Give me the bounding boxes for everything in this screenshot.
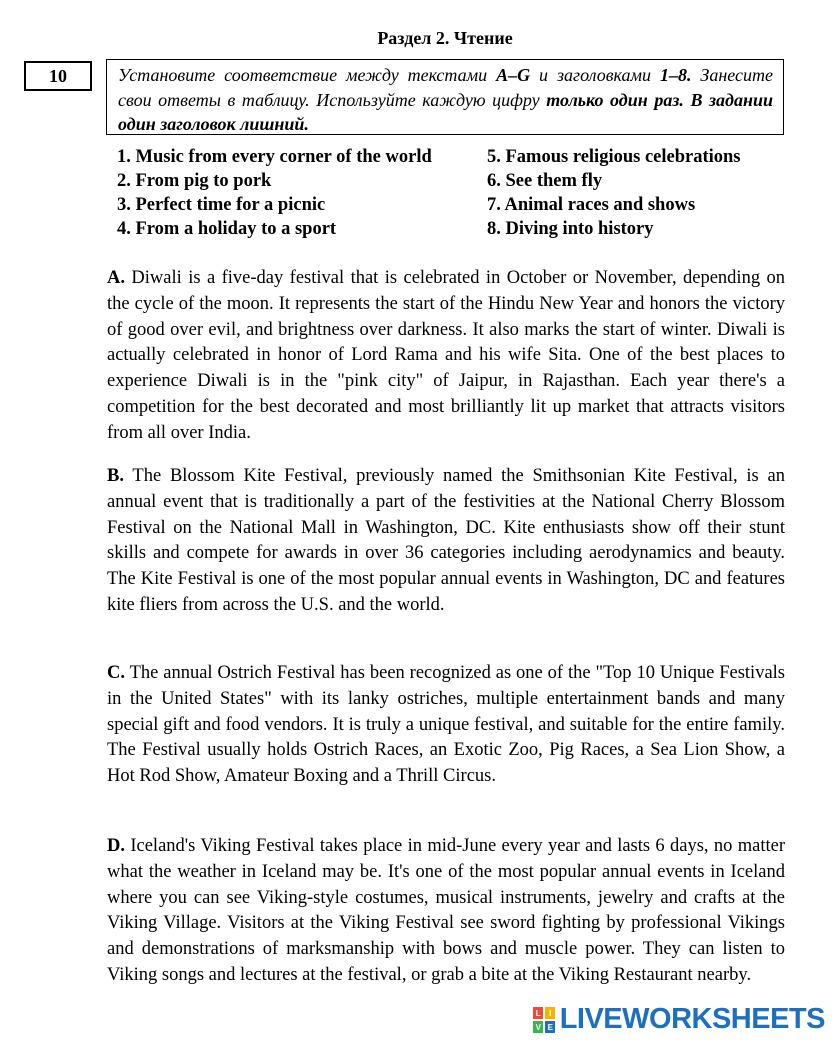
instruction-emphasis: только один раз. xyxy=(546,89,684,110)
passage-c xyxy=(107,661,785,790)
heading-item: 4. From a holiday to a sport xyxy=(117,219,337,239)
section-title: Раздел 2. Чтение xyxy=(377,28,513,48)
passage-b xyxy=(107,464,785,619)
instruction-emphasis: В задании один заголовок лишний. xyxy=(118,89,774,134)
svg-text:E: E xyxy=(547,1022,553,1032)
passage-text: Iceland's Viking Festival takes place in mid-June every year and lasts 6 days, no matter what the weather in Iceland may be. It's one of the most popular annual events in Iceland where you can see Viking-style costumes, musical instruments, jewelry and crafts at the Viking Village. Visitors at the Viking Festival see sword fighting by professional Vikings and demonstrations of marksmanship with bows and muscle power. They can listen to Viking songs and lectures at the festival, or grab a bite at the Viking Restaurant nearby. xyxy=(107,836,785,985)
heading-item: 7. Animal races and shows xyxy=(487,195,696,215)
brand-name: LIVEWORKSHEETS xyxy=(559,1003,825,1035)
instruction-digits: 1–8. xyxy=(659,65,692,85)
heading-item: 5. Famous religious celebrations xyxy=(487,147,741,167)
headings-list xyxy=(117,145,797,241)
passage-letter: C. xyxy=(107,663,125,683)
liveworksheets-brand[interactable] xyxy=(532,1003,825,1036)
liveworksheets-logo-icon xyxy=(532,1006,556,1034)
instruction-text: и заголовками xyxy=(530,65,660,85)
passage-a xyxy=(107,266,785,447)
passage-text: The Blossom Kite Festival, previously named the Smithsonian Kite Festival, is an annual event that is traditionally a part of the festivities at the National Cherry Blossom Festival on the National Mall in Washington, DC. Kite enthusiasts show off their stunt skills and compete for awards in over 36 categories including aerodynamics and beauty. The Kite Festival is one of the most popular annual events in Washington, DC and features kite fliers from across the U.S. and the world. xyxy=(107,466,785,615)
passage-text: The annual Ostrich Festival has been recognized as one of the "Top 10 Unique Festivals in the United States" with its lanky ostriches, multiple entertainment bands and many special gift and food vendors. It is truly a unique festival, and suitable for the entire family. The Festival usually holds Ostrich Races, an Exotic Zoo, Pig Races, a Sea Lion Show, a Hot Rod Show, Amateur Boxing and a Thrill Circus. xyxy=(107,663,785,787)
heading-item: 1. Music from every corner of the world xyxy=(117,147,432,167)
passage-d xyxy=(107,834,785,989)
svg-text:L: L xyxy=(535,1008,540,1018)
task-instruction xyxy=(106,59,784,135)
heading-item: 3. Perfect time for a picnic xyxy=(117,195,326,215)
passage-letter: B. xyxy=(107,466,124,486)
passage-letter: A. xyxy=(107,268,125,288)
instruction-letters: A–G xyxy=(496,65,531,85)
instruction-text: Установите соответствие между текстами xyxy=(118,65,497,85)
svg-text:I: I xyxy=(548,1008,551,1018)
heading-item: 6. See them fly xyxy=(487,171,603,191)
task-number-box: 10 xyxy=(24,61,92,91)
passage-text: Diwali is a five-day festival that is celebrated in October or November, depending on the cycle of the moon. It represents the start of the Hindu New Year and honors the victory of good over evil, and brightness over darkness. It also marks the start of winter. Diwali is actually celebrated in honor of Lord Rama and his wife Sita. One of the best places to experience Diwali is in the "pink city" of Jaipur, in Rajasthan. Each year there's a competition for the best decorated and most brilliantly lit up market that attracts visitors from all over India. xyxy=(107,268,785,443)
instruction-text: Занесите свои ответы в таблицу. Используйте каждую цифру xyxy=(118,65,774,110)
passage-letter: D. xyxy=(107,836,125,856)
heading-item: 2. From pig to pork xyxy=(117,171,272,191)
heading-item: 8. Diving into history xyxy=(487,219,654,239)
svg-text:V: V xyxy=(535,1022,541,1032)
